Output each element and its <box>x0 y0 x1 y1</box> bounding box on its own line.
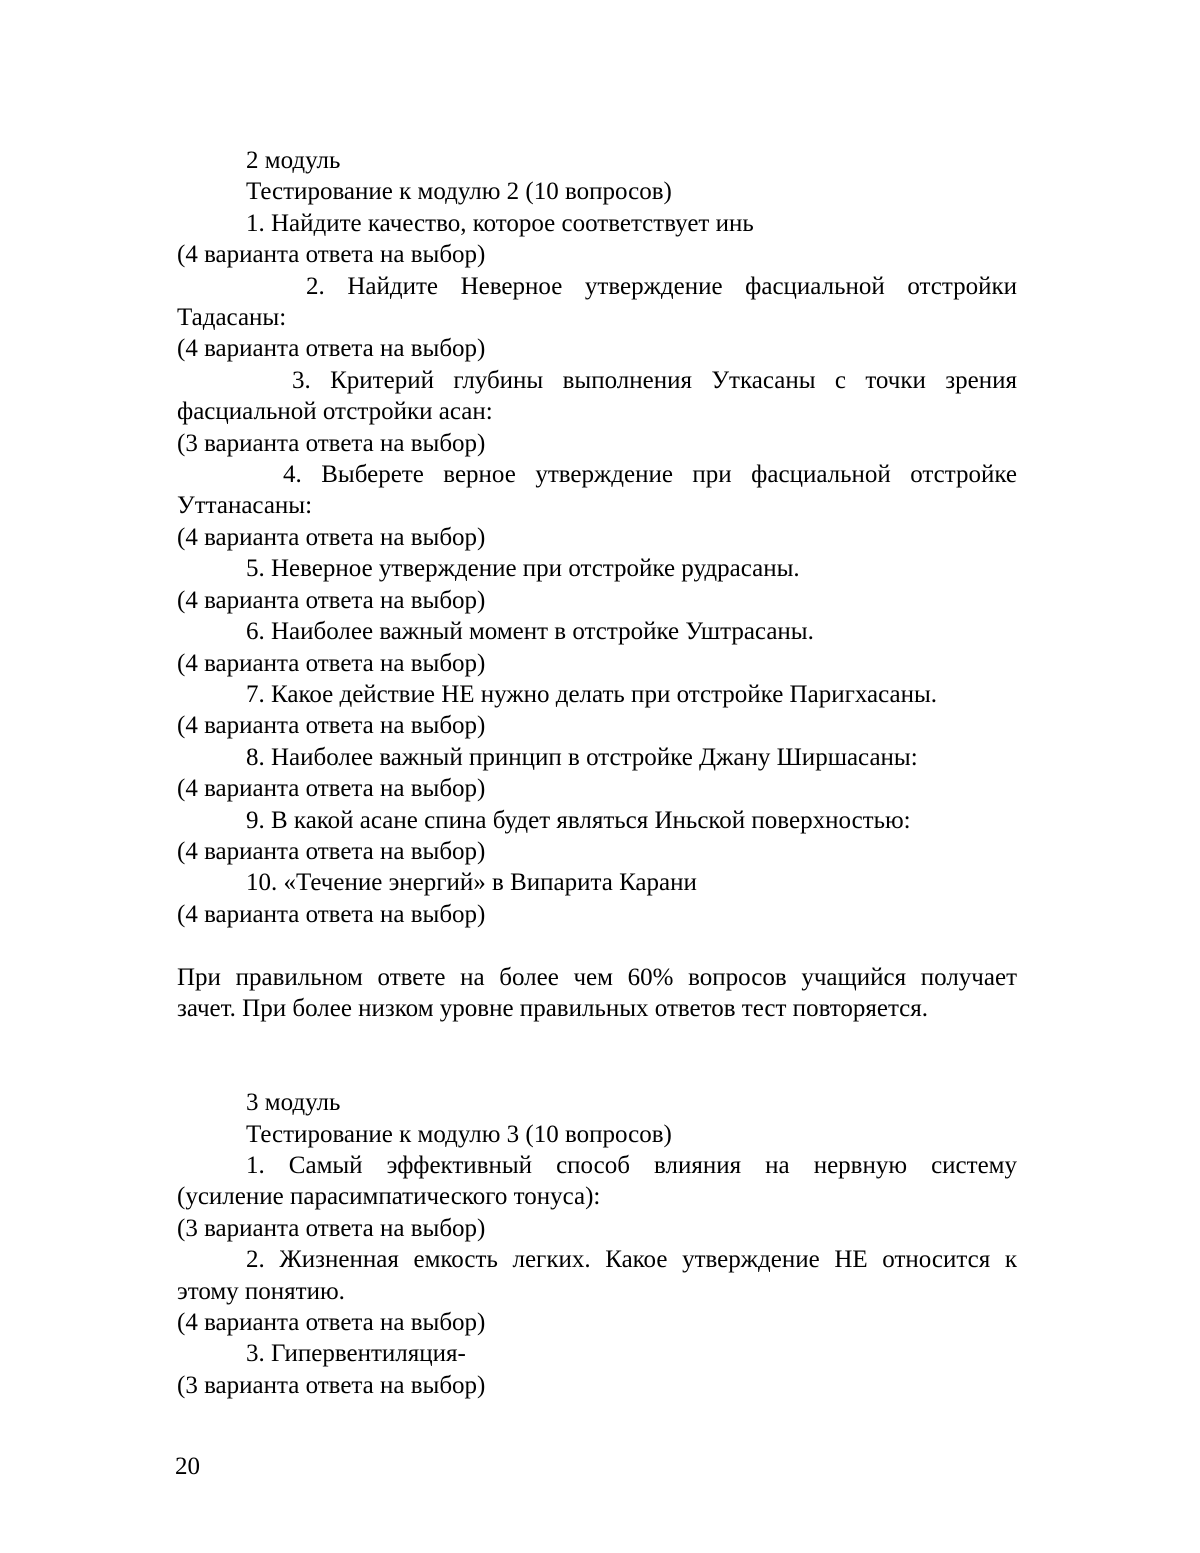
text-line: 10. «Течение энергий» в Випарита Карани <box>246 869 697 897</box>
text-line: 8. Наиболее важный принцип в отстройке Джану Ширшасаны: <box>246 743 918 771</box>
page-number: 20 <box>175 1453 200 1480</box>
text-line: Тадасаны: <box>177 304 287 332</box>
text-line: (4 варианта ответа на выбор) <box>177 241 486 269</box>
text-line: 1. Найдите качество, которое соответствует инь <box>246 209 754 237</box>
blank-line <box>177 1024 1017 1055</box>
text-line: этому понятию. <box>177 1277 345 1305</box>
text-line: (4 варианта ответа на выбор) <box>177 900 486 928</box>
text-line: (4 варианта ответа на выбор) <box>177 523 486 551</box>
text-line: 3 модуль <box>246 1089 341 1117</box>
text-line: (4 варианта ответа на выбор) <box>177 335 486 363</box>
document-body <box>177 145 1017 1401</box>
text-line: 3. Гипервентиляция- <box>246 1340 466 1368</box>
text-line: (3 варианта ответа на выбор) <box>177 1214 486 1242</box>
text-line: 6. Наиболее важный момент в отстройке Уштрасаны. <box>246 618 814 646</box>
text-line: 2. Найдите Неверное утверждение фасциальной отстройки <box>306 272 1017 300</box>
text-line: (4 варианта ответа на выбор) <box>177 649 486 677</box>
text-line: 5. Неверное утверждение при отстройке рудрасаны. <box>246 555 800 583</box>
text-line: фасциальной отстройки асан: <box>177 398 493 426</box>
text-line: Тестирование к модулю 2 (10 вопросов) <box>246 178 672 206</box>
text-line: Тестирование к модулю 3 (10 вопросов) <box>246 1120 672 1148</box>
text-line: 2. Жизненная емкость легких. Какое утверждение НЕ относится к <box>246 1246 1017 1274</box>
text-line: (3 варианта ответа на выбор) <box>177 429 486 457</box>
text-line: (4 варианта ответа на выбор) <box>177 586 486 614</box>
text-line: 2 модуль <box>246 147 341 174</box>
text-line: (усиление парасимпатического тонуса): <box>177 1183 601 1211</box>
text-line: 3. Критерий глубины выполнения Уткасаны с точки зрения <box>292 366 1017 394</box>
text-line: 7. Какое действие НЕ нужно делать при отстройке Паригхасаны. <box>246 680 938 708</box>
text-line: (3 варианта ответа на выбор) <box>177 1371 486 1399</box>
text-line: При правильном ответе на более чем 60% вопросов учащийся получает <box>177 963 1017 991</box>
text-line: 4. Выберете верное утверждение при фасциальной отстройке <box>283 461 1017 489</box>
text-line: (4 варианта ответа на выбор) <box>177 712 486 740</box>
text-line: 1. Самый эффективный способ влияния на нервную систему <box>246 1152 1017 1179</box>
text-line: 9. В какой асане спина будет являться Иньской поверхностью: <box>246 806 911 834</box>
text-line: зачет. При более низком уровне правильных ответов тест повторяется. <box>177 994 929 1022</box>
text-line: (4 варианта ответа на выбор) <box>177 837 486 865</box>
text-line: (4 варианта ответа на выбор) <box>177 775 486 803</box>
text-line: Уттанасаны: <box>177 492 313 520</box>
text-line: (4 варианта ответа на выбор) <box>177 1309 486 1337</box>
blank-line <box>177 1056 1017 1087</box>
blank-line <box>177 930 1017 961</box>
